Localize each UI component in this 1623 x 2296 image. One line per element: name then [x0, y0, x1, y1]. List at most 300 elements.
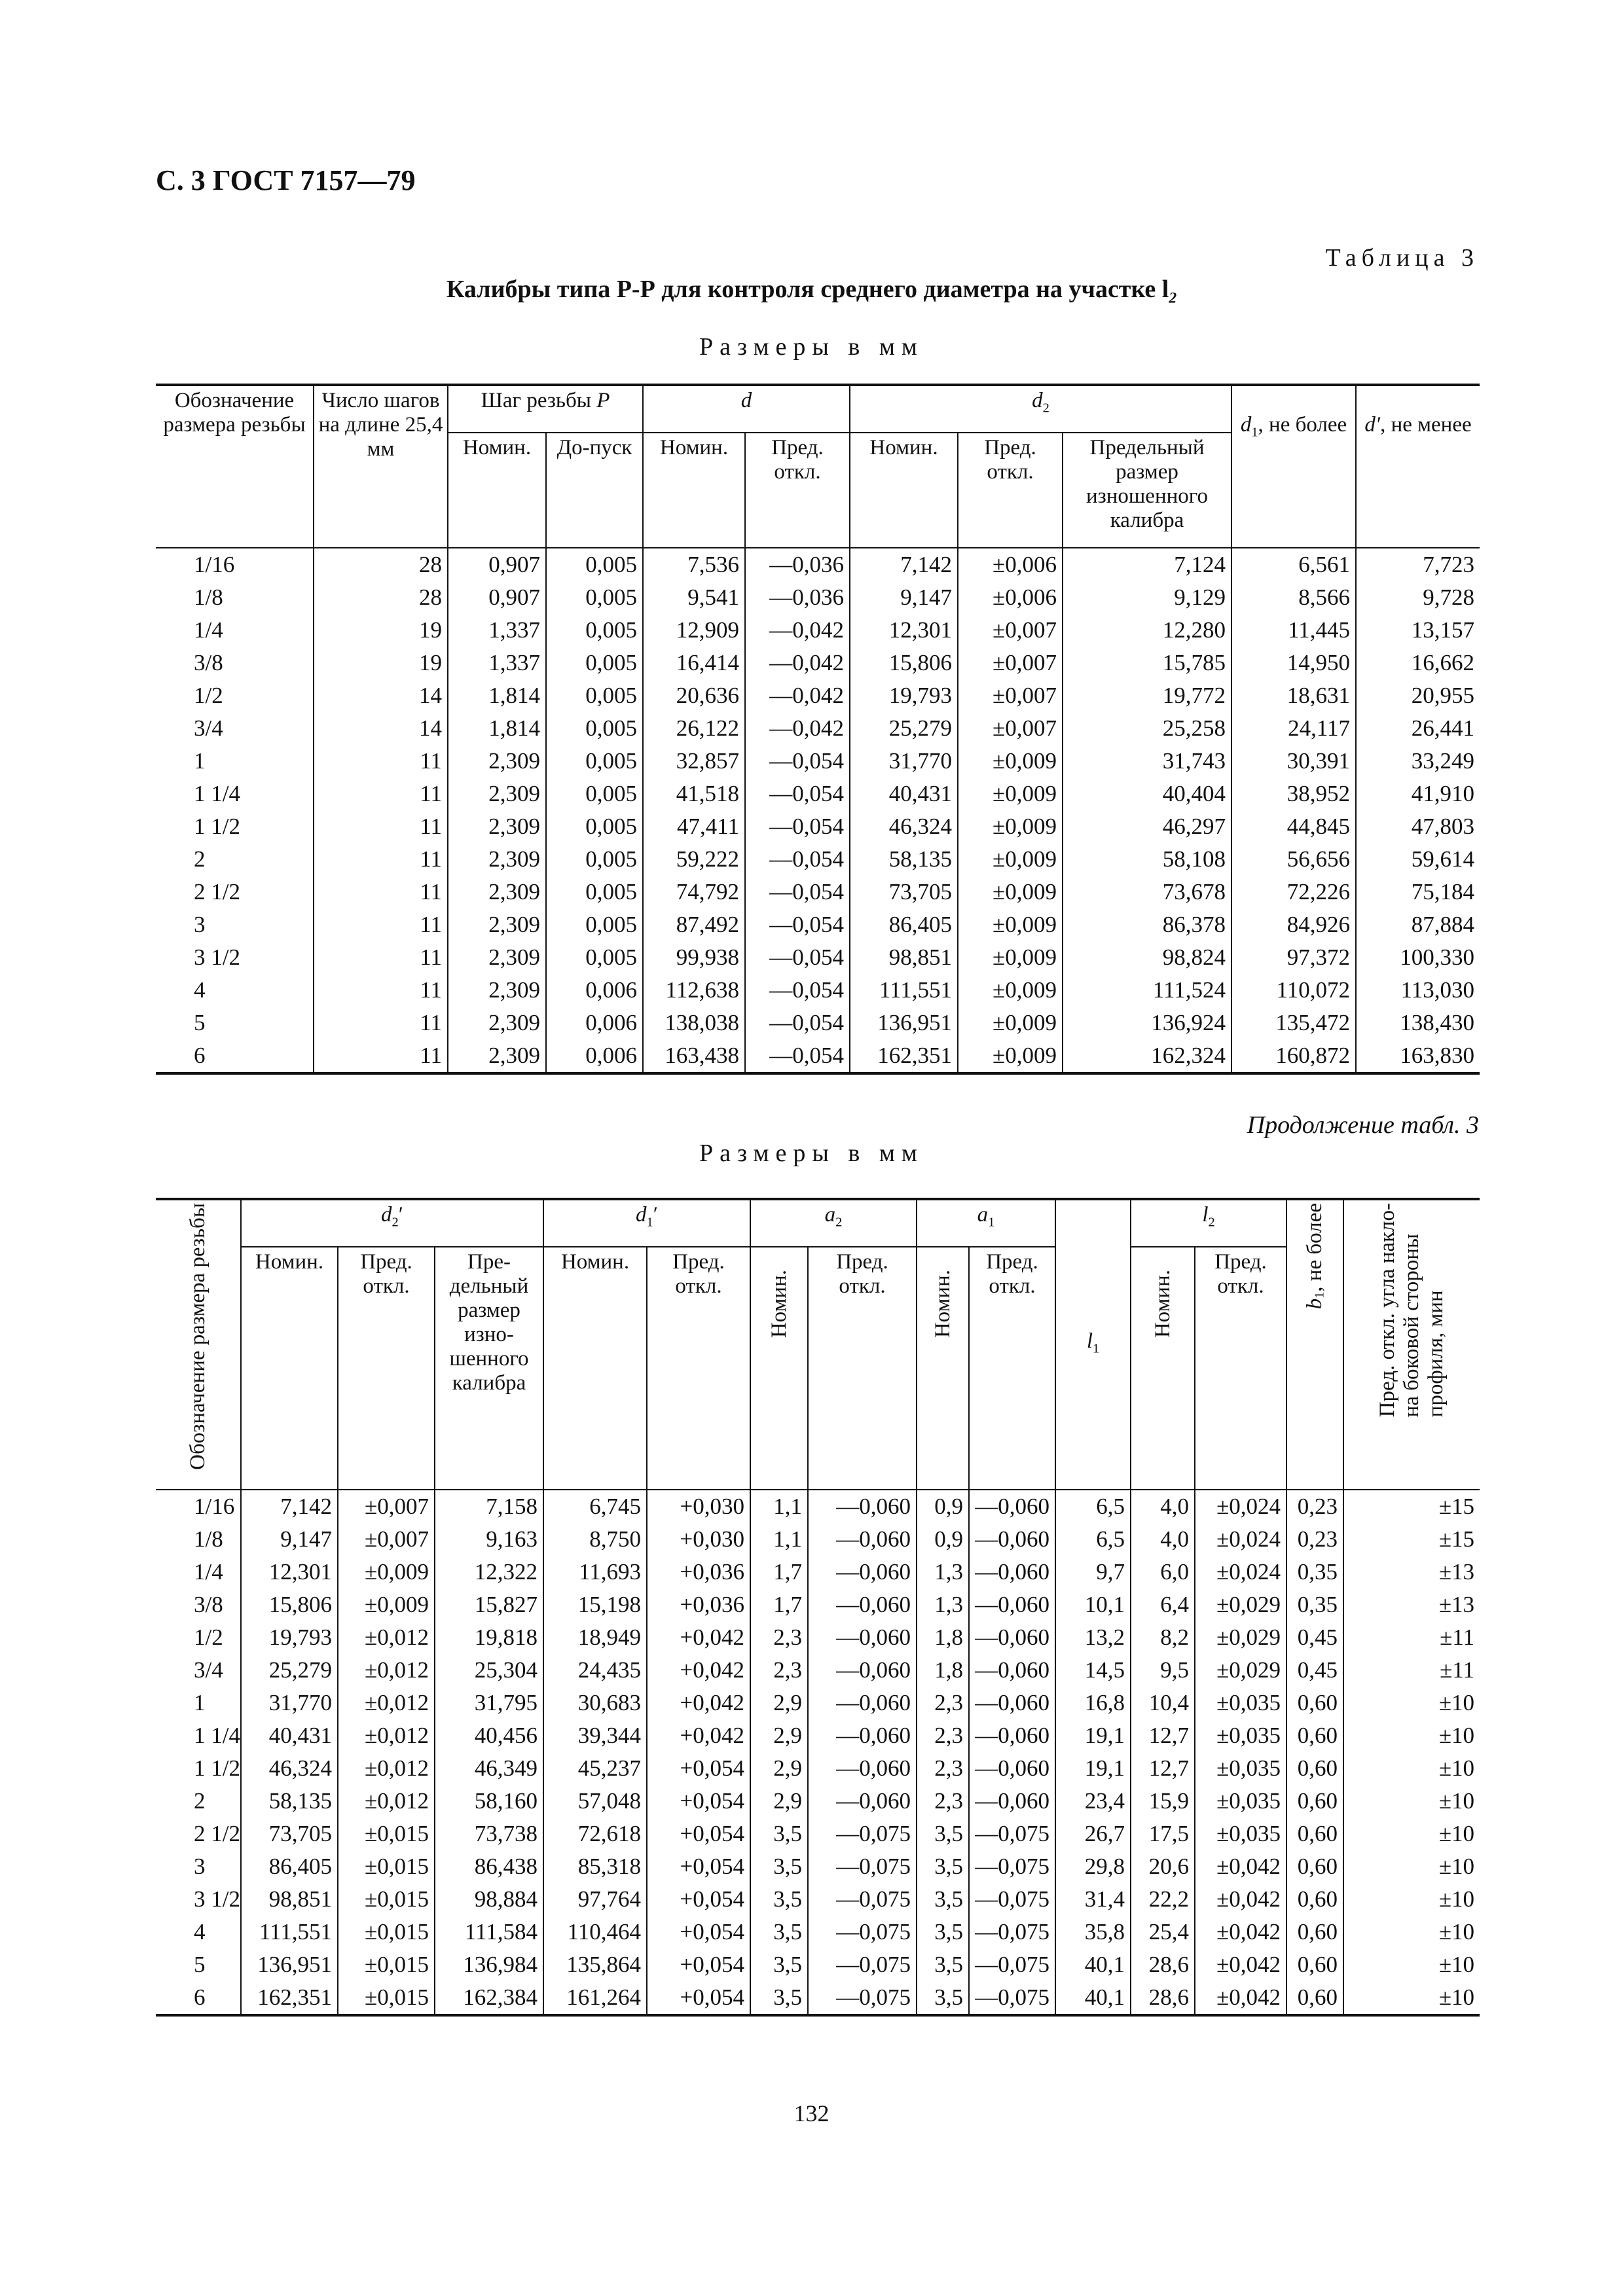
- table-row: [156, 1981, 1480, 2015]
- table-cell: +0,054: [647, 1850, 750, 1883]
- table-cell: 136,924: [1063, 1007, 1231, 1039]
- table-cell: 12,301: [241, 1556, 338, 1588]
- table-cell: 13,2: [1055, 1621, 1131, 1654]
- table-cell: 72,226: [1231, 876, 1356, 908]
- col2-angle-line-2: на боковой стороны: [1400, 1233, 1424, 1418]
- col-d2-sub: 2: [1042, 401, 1049, 416]
- table-cell: 28: [314, 548, 448, 581]
- table-cell: 2,3: [917, 1687, 969, 1719]
- table-cell: 20,6: [1131, 1850, 1195, 1883]
- table-cell: ±0,035: [1195, 1818, 1286, 1850]
- col2-designation-text: Обозначение размера резьбы: [186, 1203, 210, 1470]
- table-cell: 0,60: [1286, 1850, 1343, 1883]
- table-row: [156, 1007, 1480, 1039]
- table-cell: —0,054: [745, 941, 850, 974]
- table-cell: 73,705: [241, 1818, 338, 1850]
- table-cell: 75,184: [1356, 876, 1480, 908]
- table-cell: ±0,035: [1195, 1687, 1286, 1719]
- table-cell: 0,006: [546, 1007, 643, 1039]
- table-cell: 7,142: [241, 1490, 338, 1523]
- table-cell: 162,351: [850, 1039, 958, 1073]
- table-cell: 1,814: [448, 712, 546, 745]
- table-cell: 26,122: [643, 712, 745, 745]
- table-cell: 163,438: [643, 1039, 745, 1073]
- table-cell: 9,163: [435, 1523, 543, 1556]
- table-cell: 111,551: [850, 974, 958, 1007]
- table-cell: 2,309: [448, 908, 546, 941]
- table-cell: ±0,006: [958, 548, 1063, 581]
- table-cell: 3,5: [750, 1981, 808, 2015]
- table-cell: ±0,015: [338, 1818, 435, 1850]
- table-row: [156, 1785, 1480, 1818]
- table-cell: 11,693: [543, 1556, 647, 1588]
- table-cell: 2,309: [448, 1039, 546, 1073]
- table-cell: 39,344: [543, 1719, 647, 1752]
- table-cell: ±0,042: [1195, 1883, 1286, 1916]
- table-cell: 73,705: [850, 876, 958, 908]
- table-cell: 111,584: [435, 1916, 543, 1948]
- thread-designation-cell: 3: [194, 912, 206, 937]
- thread-designation-cell: 4: [194, 977, 206, 1003]
- table-row: [156, 1719, 1480, 1752]
- table-cell: 1,8: [917, 1654, 969, 1687]
- col2-d2prime-nominal: Номин.: [241, 1247, 338, 1485]
- table-cell: 15,198: [543, 1588, 647, 1621]
- table-cell: 3,5: [917, 1850, 969, 1883]
- table-cell: —0,054: [745, 908, 850, 941]
- col2-b1-sub: 1: [1312, 1291, 1327, 1299]
- table-cell: 25,279: [850, 712, 958, 745]
- table-cell: 28,6: [1131, 1948, 1195, 1981]
- table-cell: —0,060: [808, 1752, 917, 1785]
- table-cell: —0,075: [808, 1916, 917, 1948]
- table-cell: 12,280: [1063, 614, 1231, 647]
- table-cell: 26,441: [1356, 712, 1480, 745]
- thread-designation-cell: 1/2: [194, 1624, 223, 1650]
- table-cell: 0,60: [1286, 1752, 1343, 1785]
- table-cell: ±0,009: [958, 1007, 1063, 1039]
- col2-angle-line-1: Пред. откл. угла накло-: [1376, 1203, 1400, 1418]
- col2-d2prime-prime: ′: [398, 1203, 403, 1227]
- table-cell: —0,042: [745, 614, 850, 647]
- table-cell: 45,237: [543, 1752, 647, 1785]
- thread-designation-cell: 6: [156, 1981, 241, 2015]
- col2-l2-deviation: Пред. откл.: [1195, 1247, 1286, 1485]
- table-cell: ±0,012: [338, 1752, 435, 1785]
- table-cell: 25,304: [435, 1654, 543, 1687]
- table-cell: 2,309: [448, 876, 546, 908]
- table-cell: 10,1: [1055, 1588, 1131, 1621]
- col2-d1prime-sub: 1: [646, 1215, 653, 1230]
- col2-b1-symbol: b: [1302, 1298, 1326, 1310]
- table-cell: 8,566: [1231, 581, 1356, 614]
- table-cell: 0,60: [1286, 1883, 1343, 1916]
- table-cell: ±0,015: [338, 1981, 435, 2015]
- table-cell: 23,4: [1055, 1785, 1131, 1818]
- col2-l1: [1055, 1199, 1131, 1485]
- table-cell: +0,030: [647, 1490, 750, 1523]
- table-cell: 138,430: [1356, 1007, 1480, 1039]
- continuation-label: Продолжение табл. 3: [1247, 1111, 1479, 1139]
- table-row: [156, 1654, 1480, 1687]
- col2-b1-note: , не более: [1302, 1203, 1326, 1292]
- table-cell: 74,792: [643, 876, 745, 908]
- table-cell: ±0,012: [338, 1654, 435, 1687]
- table-cell: 2,9: [750, 1785, 808, 1818]
- table-cell: —0,075: [808, 1818, 917, 1850]
- table-cell: 19,1: [1055, 1752, 1131, 1785]
- col2-d1prime-prime: ′: [653, 1203, 658, 1227]
- table-cell: 9,147: [850, 581, 958, 614]
- table-row: [156, 1948, 1480, 1981]
- thread-designation-cell: 1/16: [194, 552, 235, 577]
- table-cell: ±0,009: [958, 778, 1063, 810]
- table-cell: ±0,007: [958, 712, 1063, 745]
- table-row: [156, 1490, 1480, 1523]
- table-cell: 161,264: [543, 1981, 647, 2015]
- table-3-part-1: [156, 384, 1480, 1075]
- col2-l2-nominal: [1131, 1247, 1195, 1485]
- table-cell: 6,0: [1131, 1556, 1195, 1588]
- table-cell: 87,492: [643, 908, 745, 941]
- table-cell: 41,518: [643, 778, 745, 810]
- table-cell: 135,864: [543, 1948, 647, 1981]
- table-cell: —0,060: [969, 1556, 1055, 1588]
- table-cell: 24,117: [1231, 712, 1356, 745]
- table-cell: 3,5: [917, 1981, 969, 2015]
- table-cell: 11: [314, 843, 448, 876]
- table-cell: 20,636: [643, 679, 745, 712]
- table-title-sub: 2: [1169, 289, 1177, 307]
- col2-d2prime: [241, 1199, 543, 1247]
- table-cell: 87,884: [1356, 908, 1480, 941]
- table-cell: 0,005: [546, 548, 643, 581]
- table-cell: 40,456: [435, 1719, 543, 1752]
- thread-designation-cell: 1/8: [194, 1526, 223, 1552]
- table-cell: ±10: [1343, 1850, 1480, 1883]
- table-cell: 86,438: [435, 1850, 543, 1883]
- table-cell: 11: [314, 1007, 448, 1039]
- table-cell: 0,23: [1286, 1523, 1343, 1556]
- table-cell: 16,662: [1356, 647, 1480, 679]
- table-cell: 31,770: [241, 1687, 338, 1719]
- table-cell: 0,35: [1286, 1588, 1343, 1621]
- table-cell: —0,042: [745, 647, 850, 679]
- table-cell: ±0,009: [958, 941, 1063, 974]
- col-pitch-tolerance: До-пуск: [546, 433, 643, 543]
- units-note-2: Размеры в мм: [699, 1139, 924, 1167]
- table-cell: —0,060: [808, 1490, 917, 1523]
- col2-d1prime-symbol: d: [636, 1203, 647, 1227]
- table-cell: 0,907: [448, 581, 546, 614]
- table-cell: 0,60: [1286, 1719, 1343, 1752]
- table-cell: ±0,012: [338, 1785, 435, 1818]
- table-cell: 0,45: [1286, 1621, 1343, 1654]
- col-d2: [850, 385, 1231, 433]
- thread-designation-cell: 2: [194, 1788, 206, 1814]
- table-cell: 14,5: [1055, 1654, 1131, 1687]
- table-cell: 18,631: [1231, 679, 1356, 712]
- table-cell: 8,2: [1131, 1621, 1195, 1654]
- col2-a2-sub: 2: [835, 1215, 843, 1230]
- table-cell: 3,5: [917, 1883, 969, 1916]
- page-number: 132: [793, 2100, 830, 2126]
- table-cell: 12,7: [1131, 1752, 1195, 1785]
- table-cell: 58,135: [241, 1785, 338, 1818]
- table-cell: 0,005: [546, 810, 643, 843]
- table-cell: 25,258: [1063, 712, 1231, 745]
- table-cell: 46,297: [1063, 810, 1231, 843]
- table-cell: —0,075: [808, 1850, 917, 1883]
- table-cell: 13,157: [1356, 614, 1480, 647]
- table-cell: 11: [314, 908, 448, 941]
- thread-designation-cell: 1/8: [194, 584, 223, 610]
- table-cell: —0,060: [969, 1785, 1055, 1818]
- table-cell: 2,309: [448, 974, 546, 1007]
- table-row: [156, 1556, 1480, 1588]
- col-dprime: [1356, 385, 1480, 543]
- table-cell: 0,907: [448, 548, 546, 581]
- col-d1: [1231, 385, 1356, 543]
- thread-designation-cell: 1/16: [194, 1494, 235, 1519]
- table-cell: 98,851: [850, 941, 958, 974]
- table-cell: —0,060: [969, 1621, 1055, 1654]
- table-row: [156, 1523, 1480, 1556]
- table-cell: —0,054: [745, 1039, 850, 1073]
- table-cell: 24,435: [543, 1654, 647, 1687]
- col-pitch-label: Шаг резьбы: [481, 389, 591, 412]
- table-cell: ±0,007: [958, 647, 1063, 679]
- table-row: [156, 1588, 1480, 1621]
- table-cell: 20,955: [1356, 679, 1480, 712]
- col2-l2-symbol: l: [1202, 1203, 1209, 1227]
- table-cell: 1,1: [750, 1523, 808, 1556]
- table-cell: ±0,024: [1195, 1490, 1286, 1523]
- thread-designation-cell: 1 1/2: [194, 814, 240, 839]
- table-row: [156, 876, 1480, 908]
- table-row: [156, 1687, 1480, 1719]
- table-cell: —0,075: [969, 1916, 1055, 1948]
- table-cell: —0,060: [808, 1687, 917, 1719]
- col-pitch-symbol: P: [596, 389, 610, 412]
- table-cell: 38,952: [1231, 778, 1356, 810]
- table-cell: 1,3: [917, 1588, 969, 1621]
- thread-designation-cell: 1 1/4: [194, 781, 240, 806]
- table-row: [156, 941, 1480, 974]
- table-cell: +0,030: [647, 1523, 750, 1556]
- table-cell: ±10: [1343, 1948, 1480, 1981]
- table-cell: —0,075: [808, 1981, 917, 2015]
- table-cell: 112,638: [643, 974, 745, 1007]
- table-cell: ±10: [1343, 1752, 1480, 1785]
- table-cell: ±0,007: [958, 679, 1063, 712]
- table-cell: 6,5: [1055, 1490, 1131, 1523]
- table-cell: ±0,009: [958, 974, 1063, 1007]
- table-cell: 18,949: [543, 1621, 647, 1654]
- table-cell: 7,142: [850, 548, 958, 581]
- table-cell: 15,785: [1063, 647, 1231, 679]
- table-cell: 47,803: [1356, 810, 1480, 843]
- table-cell: 19,793: [241, 1621, 338, 1654]
- col2-angle-line-3: профиля, мин: [1424, 1290, 1448, 1418]
- table-cell: 0,005: [546, 843, 643, 876]
- table-cell: 0,006: [546, 1039, 643, 1073]
- col2-a1-nominal-text: Номин.: [930, 1270, 955, 1338]
- table-cell: —0,060: [969, 1523, 1055, 1556]
- table-cell: 72,618: [543, 1818, 647, 1850]
- table-cell: 9,728: [1356, 581, 1480, 614]
- table-cell: 0,60: [1286, 1687, 1343, 1719]
- table-cell: ±0,009: [338, 1588, 435, 1621]
- table-cell: 46,324: [850, 810, 958, 843]
- table-cell: ±0,042: [1195, 1981, 1286, 2015]
- thread-designation-cell: 1/2: [194, 683, 223, 708]
- col2-d2prime-deviation: Пред. откл.: [338, 1247, 435, 1485]
- table-cell: 7,124: [1063, 548, 1231, 581]
- col-d2-worn: Предельный размер изношенного калибра: [1063, 433, 1231, 543]
- col-d2-deviation: Пред. откл.: [958, 433, 1063, 543]
- table-cell: 15,9: [1131, 1785, 1195, 1818]
- table-cell: 98,824: [1063, 941, 1231, 974]
- table-cell: —0,075: [969, 1818, 1055, 1850]
- col2-l1-symbol: l: [1086, 1329, 1093, 1353]
- table-cell: 136,951: [241, 1948, 338, 1981]
- thread-designation-cell: 6: [156, 1039, 314, 1073]
- table-cell: 41,910: [1356, 778, 1480, 810]
- table-cell: ±0,024: [1195, 1523, 1286, 1556]
- table-cell: 40,1: [1055, 1948, 1131, 1981]
- table-cell: 11: [314, 745, 448, 778]
- table-cell: 59,614: [1356, 843, 1480, 876]
- table-cell: 59,222: [643, 843, 745, 876]
- col2-d1prime-deviation: Пред. откл.: [647, 1247, 750, 1485]
- table-cell: ±0,009: [958, 810, 1063, 843]
- table-cell: —0,054: [745, 843, 850, 876]
- col-designation: Обозначение размера резьбы: [156, 385, 314, 543]
- table-cell: 30,683: [543, 1687, 647, 1719]
- table-cell: 7,158: [435, 1490, 543, 1523]
- col-dprime-symbol: d′: [1364, 412, 1381, 437]
- thread-designation-cell: 3/4: [194, 715, 223, 741]
- table-cell: 11,445: [1231, 614, 1356, 647]
- table-row: [156, 647, 1480, 679]
- table-3-part-2: [156, 1198, 1480, 2017]
- table-cell: 30,391: [1231, 745, 1356, 778]
- table-cell: 0,005: [546, 614, 643, 647]
- table-cell: 111,551: [241, 1916, 338, 1948]
- table-cell: ±10: [1343, 1981, 1480, 2015]
- table-cell: 113,030: [1356, 974, 1480, 1007]
- table-cell: —0,054: [745, 974, 850, 1007]
- table-cell: 98,884: [435, 1883, 543, 1916]
- table-cell: ±0,024: [1195, 1556, 1286, 1588]
- table-cell: ±0,012: [338, 1687, 435, 1719]
- table-cell: 15,827: [435, 1588, 543, 1621]
- col-d2-symbol: d: [1032, 389, 1043, 412]
- table-cell: ±0,015: [338, 1850, 435, 1883]
- table-cell: 97,764: [543, 1883, 647, 1916]
- table-cell: +0,036: [647, 1588, 750, 1621]
- table-cell: 1,7: [750, 1556, 808, 1588]
- table-cell: +0,042: [647, 1621, 750, 1654]
- table-cell: 6,4: [1131, 1588, 1195, 1621]
- col2-designation: [156, 1199, 241, 1485]
- table-cell: 136,951: [850, 1007, 958, 1039]
- thread-designation-cell: 2: [194, 846, 206, 872]
- table-cell: 0,005: [546, 647, 643, 679]
- table-cell: 0,9: [917, 1490, 969, 1523]
- table-cell: +0,054: [647, 1948, 750, 1981]
- table-cell: ±0,029: [1195, 1588, 1286, 1621]
- thread-designation-cell: 1 1/4: [194, 1723, 240, 1748]
- thread-designation-cell: 3/4: [194, 1657, 223, 1683]
- table-cell: 3,5: [917, 1818, 969, 1850]
- table-cell: —0,060: [808, 1588, 917, 1621]
- table-cell: 2,9: [750, 1687, 808, 1719]
- table-cell: ±10: [1343, 1785, 1480, 1818]
- table-cell: 19,772: [1063, 679, 1231, 712]
- table-cell: 47,411: [643, 810, 745, 843]
- table-cell: 136,984: [435, 1948, 543, 1981]
- table-cell: 14,950: [1231, 647, 1356, 679]
- table-cell: 0,45: [1286, 1654, 1343, 1687]
- col2-l2: [1131, 1199, 1286, 1247]
- col2-a1-symbol: a: [977, 1203, 989, 1227]
- table-cell: 1,3: [917, 1556, 969, 1588]
- table-cell: 9,147: [241, 1523, 338, 1556]
- table-cell: 0,60: [1286, 1916, 1343, 1948]
- col2-a2-symbol: a: [824, 1203, 836, 1227]
- table-cell: 85,318: [543, 1850, 647, 1883]
- table-cell: —0,075: [969, 1883, 1055, 1916]
- table-cell: +0,042: [647, 1687, 750, 1719]
- table-cell: 2,309: [448, 745, 546, 778]
- table-cell: —0,060: [969, 1687, 1055, 1719]
- table-row: [156, 1850, 1480, 1883]
- table-cell: 14: [314, 712, 448, 745]
- col2-a1-deviation: Пред. откл.: [969, 1247, 1055, 1485]
- table-cell: ±15: [1343, 1490, 1480, 1523]
- table-cell: 11: [314, 1039, 448, 1073]
- document-header: С. 3 ГОСТ 7157—79: [156, 164, 416, 196]
- table-row: [156, 614, 1480, 647]
- table-cell: 33,249: [1356, 745, 1480, 778]
- table-cell: 58,135: [850, 843, 958, 876]
- table-cell: —0,054: [745, 810, 850, 843]
- table-row: [156, 843, 1480, 876]
- table-cell: 46,324: [241, 1752, 338, 1785]
- table-cell: 28: [314, 581, 448, 614]
- table-cell: +0,054: [647, 1883, 750, 1916]
- table-cell: ±0,042: [1195, 1916, 1286, 1948]
- table-cell: 0,9: [917, 1523, 969, 1556]
- table-cell: —0,054: [745, 745, 850, 778]
- table-cell: 28,6: [1131, 1981, 1195, 2015]
- table-cell: —0,060: [808, 1654, 917, 1687]
- table-row: [156, 712, 1480, 745]
- table-cell: —0,075: [969, 1948, 1055, 1981]
- col-threads-count: Число шагов на длине 25,4 мм: [314, 385, 448, 543]
- table-cell: 19,818: [435, 1621, 543, 1654]
- table-cell: ±0,009: [958, 876, 1063, 908]
- table-cell: 12,322: [435, 1556, 543, 1588]
- table-cell: 2,309: [448, 810, 546, 843]
- table-row: [156, 1818, 1480, 1850]
- table-cell: 138,038: [643, 1007, 745, 1039]
- table-cell: 1,337: [448, 614, 546, 647]
- table-cell: 11: [314, 876, 448, 908]
- table-row: [156, 1039, 1480, 1073]
